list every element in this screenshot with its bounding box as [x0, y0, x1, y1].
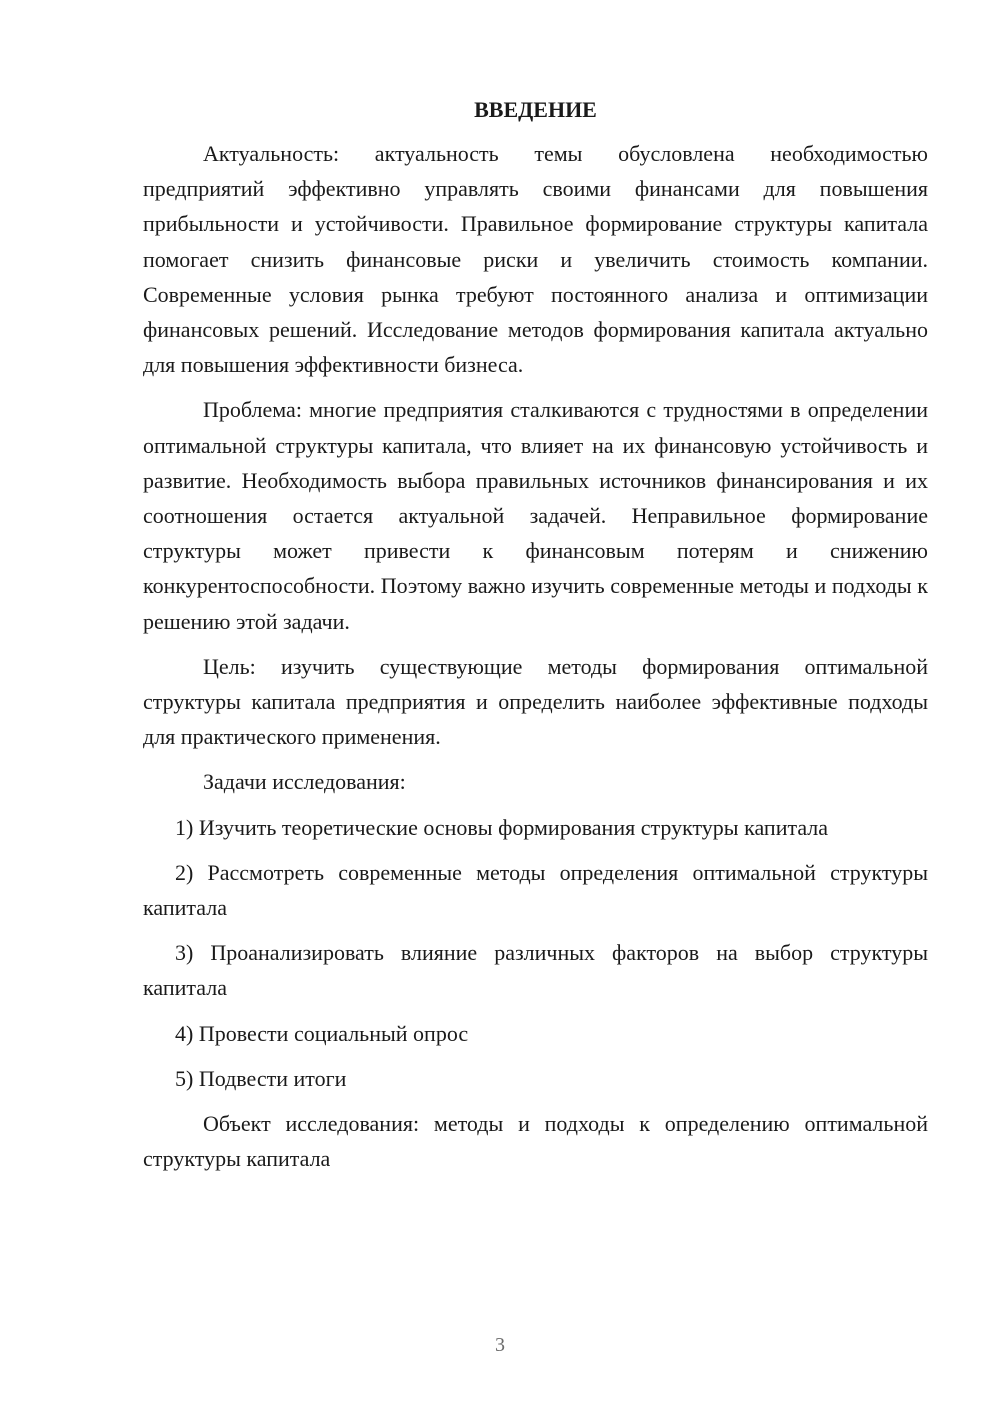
task-item-1: 1) Изучить теоретические основы формирования структуры капитала	[175, 814, 829, 840]
section-heading: ВВЕДЕНИЕ	[474, 97, 597, 122]
problem-paragraph: Проблема: многие предприятия сталкиваются с трудностями в определении оптимальной структуры капитала, что влияет на их финансовую устойчивость и развитие. Необходимость выбора правильных источников финансирования и их соотношения остается актуальной задачей. Неправильное формирование структуры может привести к финансовым потерям и снижению конкурентоспособности. Поэтому важно изучить современные методы и подходы к решению этой задачи.	[143, 397, 928, 634]
task-item-2: 2) Рассмотреть современные методы определения оптимальной структуры капитала	[143, 859, 928, 921]
task-item-3: 3) Проанализировать влияние различных факторов на выбор структуры капитала	[143, 940, 928, 1001]
relevance-paragraph: Актуальность: актуальность темы обусловлена необходимостью предприятий эффективно управлять своими финансами для повышения прибыльности и устойчивости. Правильное формирование структуры капитала помогает снизить финансовые риски и увеличить стоимость компании. Современные условия рынка требуют постоянного анализа и оптимизации финансовых решений. Исследование методов формирования капитала актуально для повышения эффективности бизнеса.	[143, 141, 928, 378]
task-item-5: 5) Подвести итоги	[175, 1065, 347, 1091]
goal-paragraph: Цель: изучить существующие методы формирования оптимальной структуры капитала предприятия и определить наиболее эффективные подходы для практического применения.	[143, 653, 928, 750]
tasks-title: Задачи исследования:	[203, 769, 406, 795]
object-paragraph: Объект исследования: методы и подходы к определению оптимальной структуры капитала	[143, 1111, 928, 1172]
page-number: 3	[495, 1334, 505, 1356]
task-item-4: 4) Провести социальный опрос	[175, 1020, 469, 1046]
document-page	[143, 92, 928, 1186]
